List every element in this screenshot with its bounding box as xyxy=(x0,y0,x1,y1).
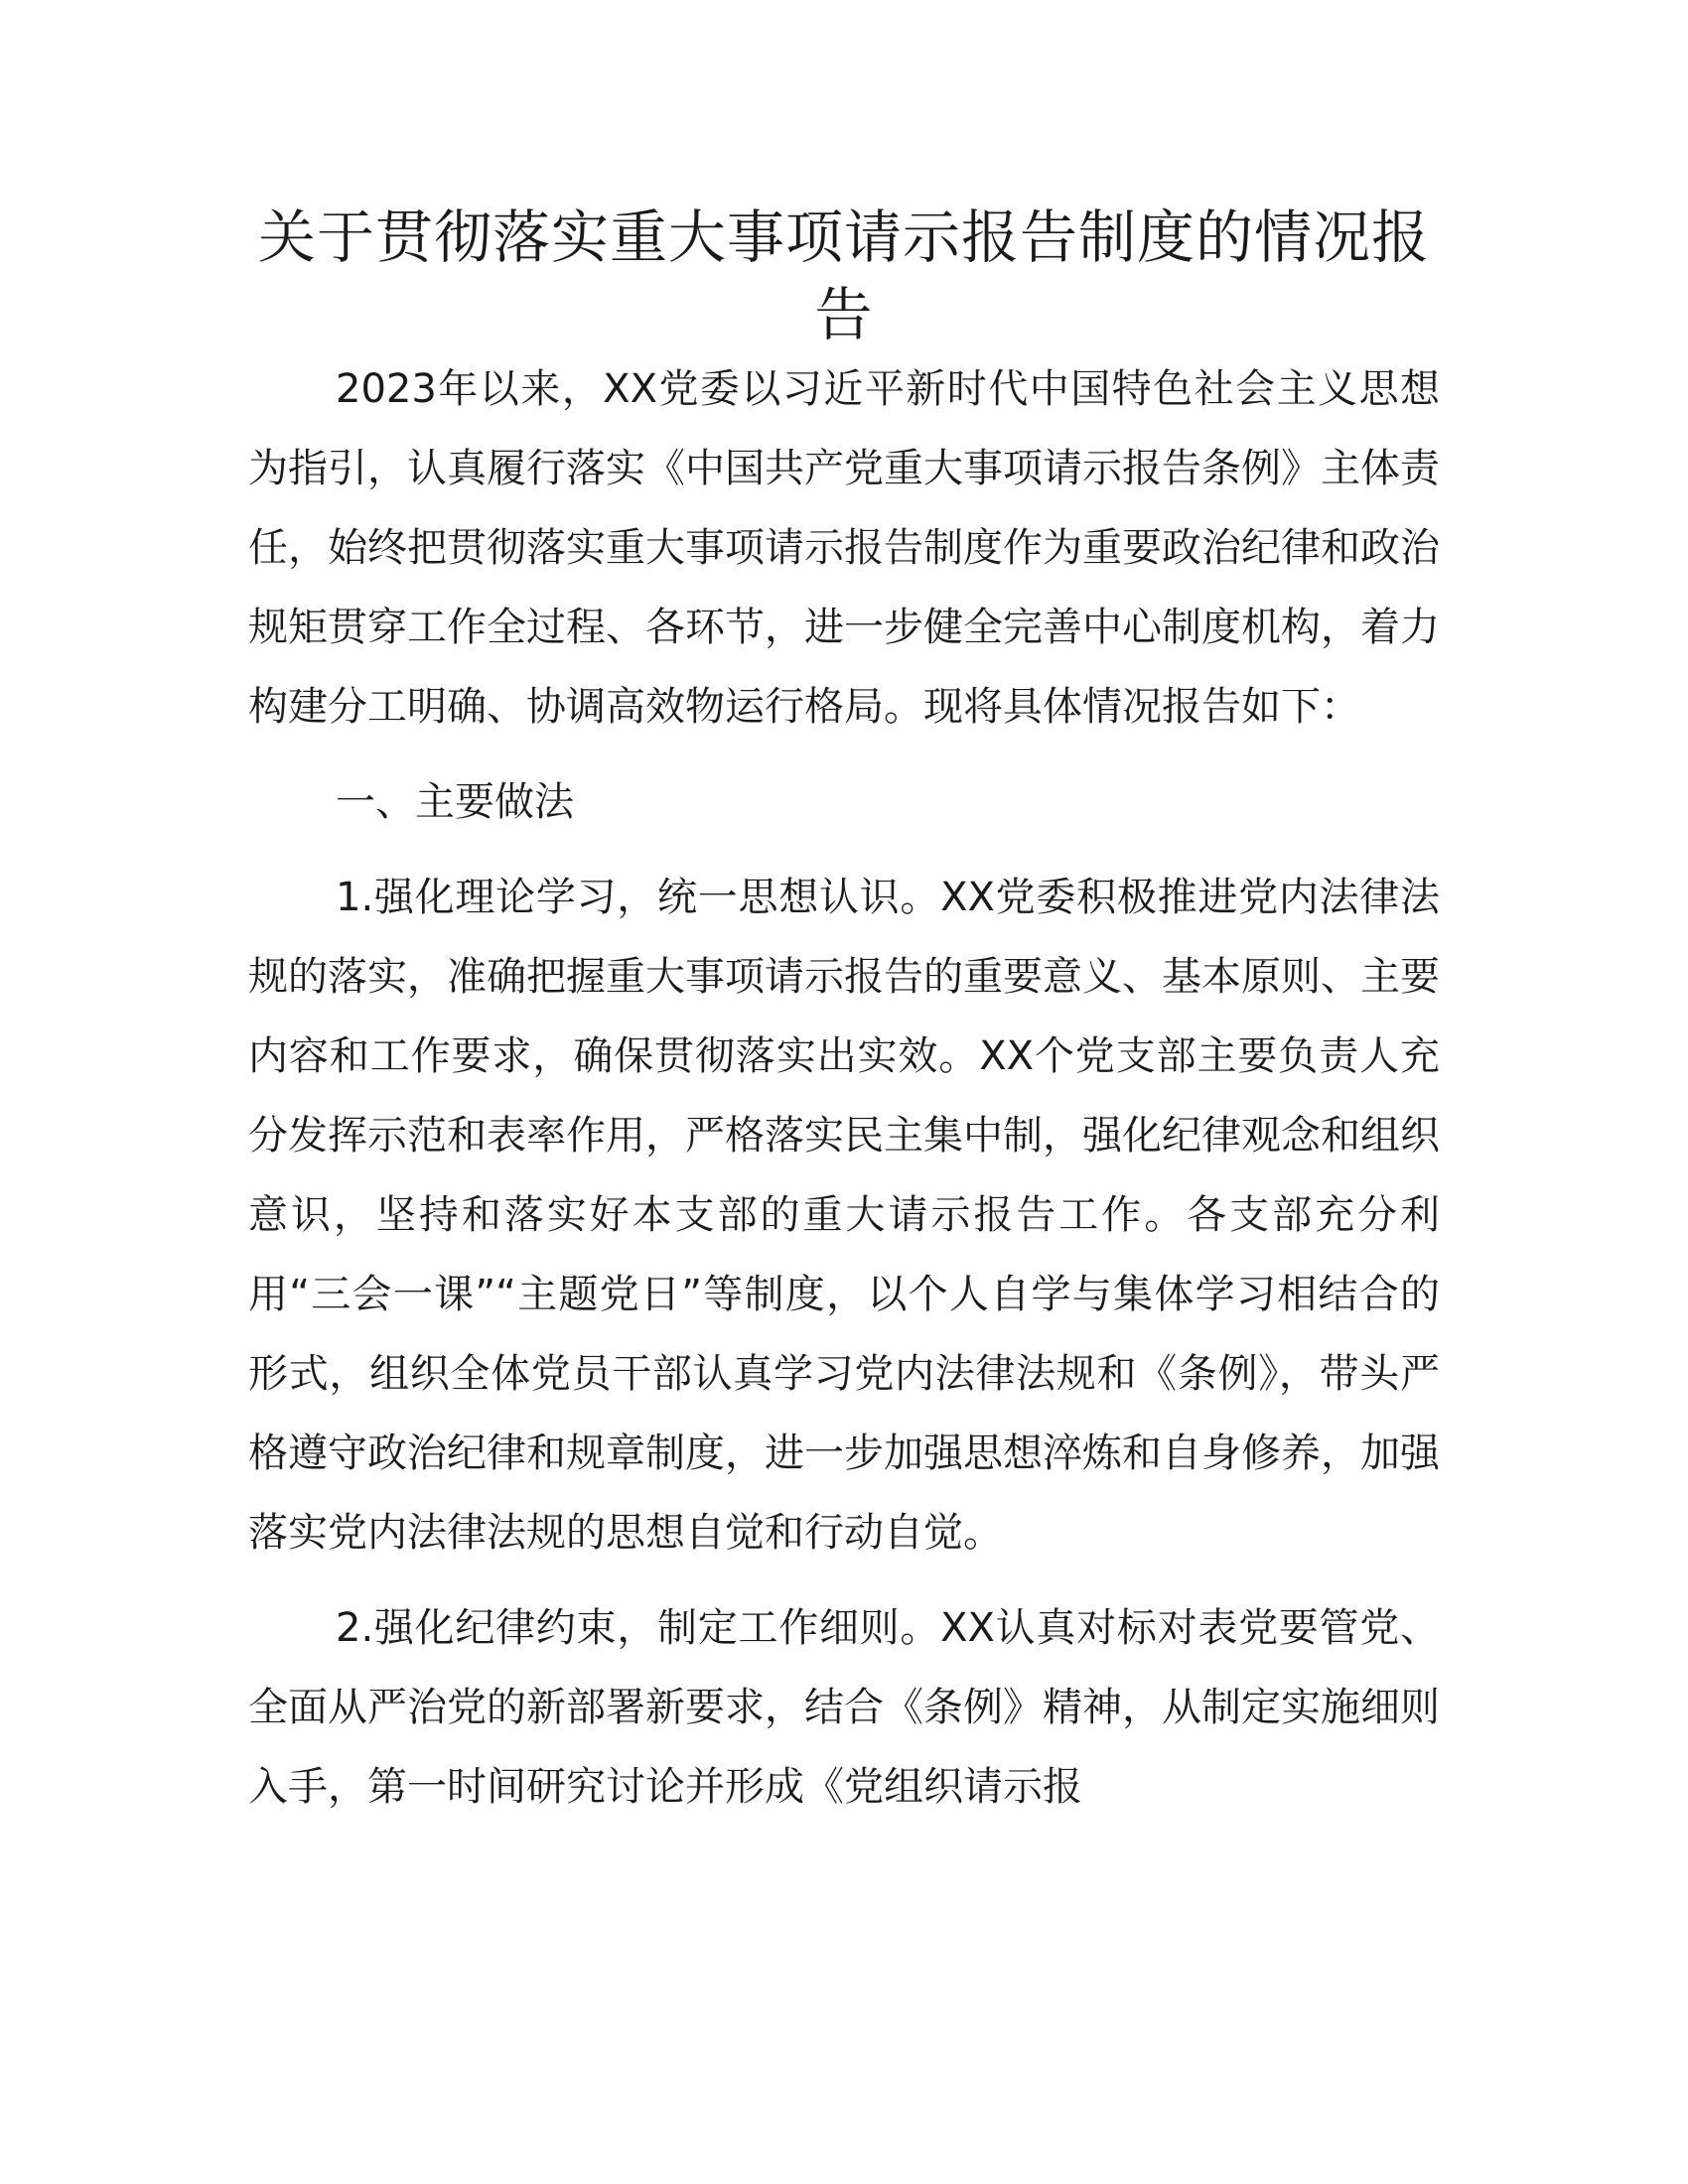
paragraph-theory-study: 1.强化理论学习，统一思想认识。XX党委积极推进党内法律法规的落实，准确把握重大事项请示报告的重要意义、基本原则、主要内容和工作要求，确保贯彻落实出实效。XX个党支部主要负责人充分发挥示范和表率作用，严格落实民主集中制，强化纪律观念和组织意识，坚持和落实好本支部的重大请示报告工作。各支部充分利用“三会一课”“主题党日”等制度，以个人自学与集体学习相结合的形式，组织全体党员干部认真学习党内法律法规和《条例》，带头严格遵守政治纪律和规章制度，进一步加强思想淬炼和自身修养，加强落实党内法律法规的思想自觉和行动自觉。 xyxy=(248,875,1440,1556)
paragraph-intro: 2023年以来，XX党委以习近平新时代中国特色社会主义思想为指引，认真履行落实《中国共产党重大事项请示报告条例》主体责任，始终把贯彻落实重大事项请示报告制度作为重要政治纪律和政治规矩贯穿工作全过程、各环节，进一步健全完善中心制度机构，着力构建分工明确、协调高效物运行格局。现将具体情况报告如下： xyxy=(248,366,1440,730)
paragraph-discipline: 2.强化纪律约束，制定工作细则。XX认真对标对表党要管党、全面从严治党的新部署新要求，结合《条例》精神，从制定实施细则入手，第一时间研究讨论并形成《党组织请示报 xyxy=(248,1605,1440,1810)
document-body xyxy=(248,349,1440,1827)
document-title: 关于贯彻落实重大事项请示报告制度的情况报告 xyxy=(257,204,1430,348)
section-heading-main-practices: 一、主要做法 xyxy=(336,779,574,825)
